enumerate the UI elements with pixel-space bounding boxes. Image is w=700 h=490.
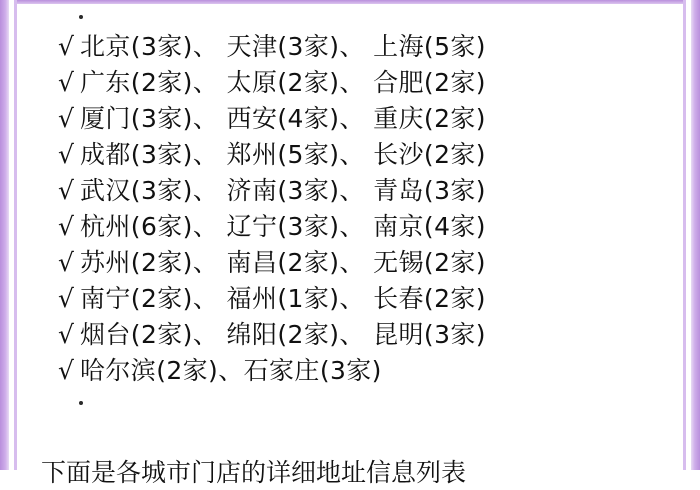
- list-item-label: 哈尔滨(2家)、石家庄(3家): [80, 356, 382, 385]
- check-icon: √: [58, 32, 74, 61]
- decorative-right-border: [691, 0, 700, 470]
- list-item-label: 北京(3家)、 天津(3家)、 上海(5家): [80, 32, 486, 61]
- list-item-label: 苏州(2家)、 南昌(2家)、 无锡(2家): [80, 248, 486, 277]
- check-icon: √: [58, 320, 74, 349]
- check-icon: √: [58, 176, 74, 205]
- decorative-left-border: [0, 0, 9, 470]
- city-list: [17, 30, 683, 390]
- list-item: [17, 318, 683, 354]
- list-item: [17, 102, 683, 138]
- list-item-label: 厦门(3家)、 西安(4家)、 重庆(2家): [80, 104, 486, 133]
- list-item-label: 南宁(2家)、 福州(1家)、 长春(2家): [80, 284, 486, 313]
- check-icon: √: [58, 68, 74, 97]
- list-item: [17, 282, 683, 318]
- list-item-label: 成都(3家)、 郑州(5家)、 长沙(2家): [80, 140, 486, 169]
- cut-off-text-line: 下面是各城市门店的详细地址信息列表: [41, 458, 467, 487]
- bullet-dot-icon: [79, 401, 83, 405]
- check-icon: √: [58, 140, 74, 169]
- list-item: [17, 174, 683, 210]
- bullet-dot-icon: [79, 15, 83, 19]
- check-icon: √: [58, 104, 74, 133]
- top-bullet-line: [17, 4, 683, 30]
- list-item: [17, 210, 683, 246]
- list-item-label: 杭州(6家)、 辽宁(3家)、 南京(4家): [80, 212, 486, 241]
- decorative-right-inner-line: [683, 0, 686, 470]
- list-item: [17, 30, 683, 66]
- decorative-right-gap: [686, 0, 691, 470]
- list-item: [17, 354, 683, 390]
- bottom-bullet-line: [17, 390, 683, 416]
- list-item: [17, 138, 683, 174]
- check-icon: √: [58, 248, 74, 277]
- check-icon: √: [58, 284, 74, 313]
- list-item-label: 广东(2家)、 太原(2家)、 合肥(2家): [80, 68, 486, 97]
- check-icon: √: [58, 212, 74, 241]
- check-icon: √: [58, 356, 74, 385]
- list-item-label: 武汉(3家)、 济南(3家)、 青岛(3家): [80, 176, 486, 205]
- list-item: [17, 246, 683, 282]
- list-item-label: 烟台(2家)、 绵阳(2家)、 昆明(3家): [80, 320, 486, 349]
- list-item: [17, 66, 683, 102]
